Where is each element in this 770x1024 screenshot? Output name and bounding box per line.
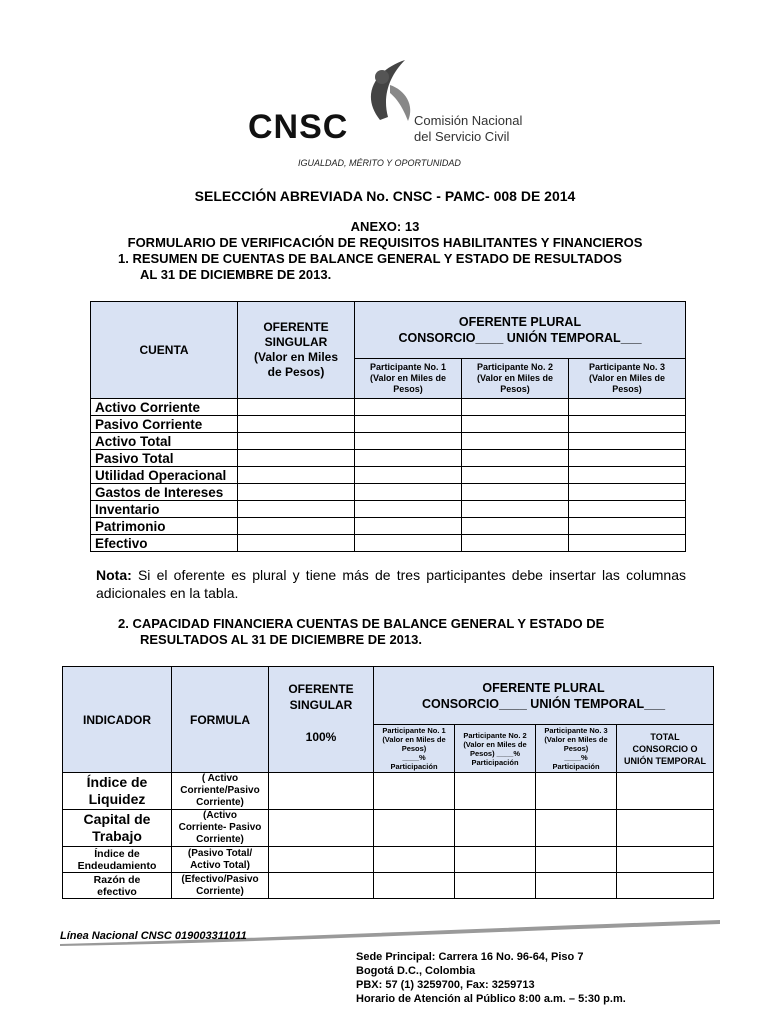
value-cell[interactable] <box>569 399 686 416</box>
value-cell[interactable] <box>569 535 686 552</box>
value-cell[interactable] <box>617 773 714 810</box>
value-cell[interactable] <box>536 773 617 810</box>
formula-label: (Pasivo Total/ Activo Total) <box>172 847 269 873</box>
value-cell[interactable] <box>462 518 569 535</box>
section1-heading-line2: AL 31 DE DICIEMBRE DE 2013. <box>140 267 332 282</box>
col-participant-3: Participante No. 3 (Valor en Miles de Pesos) <box>569 359 686 399</box>
logo-acronym: CNSC <box>248 108 349 146</box>
row-label: Gastos de Intereses <box>91 484 238 501</box>
value-cell[interactable] <box>238 518 355 535</box>
value-cell[interactable] <box>269 773 374 810</box>
col-singular: OFERENTE SINGULAR (Valor en Miles de Pesos) <box>238 302 355 399</box>
capacity-table <box>62 666 714 899</box>
row-label: Patrimonio <box>91 518 238 535</box>
value-cell[interactable] <box>238 535 355 552</box>
value-cell[interactable] <box>569 518 686 535</box>
value-cell[interactable] <box>462 467 569 484</box>
col-participant-2: Participante No. 2 (Valor en Miles de Pesos) ____% Participación <box>455 725 536 773</box>
value-cell[interactable] <box>462 535 569 552</box>
value-cell[interactable] <box>355 433 462 450</box>
row-label: Pasivo Corriente <box>91 416 238 433</box>
value-cell[interactable] <box>569 450 686 467</box>
value-cell[interactable] <box>455 773 536 810</box>
table-row <box>91 433 686 450</box>
footer-national-line: Línea Nacional CNSC 019003311011 <box>60 930 247 942</box>
formula-label: (Efectivo/Pasivo Corriente) <box>172 873 269 899</box>
table-row <box>63 773 714 810</box>
indicator-label: Índice de Endeudamiento <box>63 847 172 873</box>
table-row <box>91 399 686 416</box>
value-cell[interactable] <box>569 433 686 450</box>
value-cell[interactable] <box>569 416 686 433</box>
logo-name: Comisión Nacional del Servicio Civil <box>414 113 523 144</box>
value-cell[interactable] <box>374 847 455 873</box>
formula-label: ( Activo Corriente/Pasivo Corriente) <box>172 773 269 810</box>
table-row <box>91 501 686 518</box>
value-cell[interactable] <box>455 847 536 873</box>
value-cell[interactable] <box>569 501 686 518</box>
value-cell[interactable] <box>355 535 462 552</box>
value-cell[interactable] <box>269 847 374 873</box>
form-title: FORMULARIO DE VERIFICACIÓN DE REQUISITOS HABILITANTES Y FINANCIEROS <box>127 235 643 250</box>
section1-heading-line1: 1. RESUMEN DE CUENTAS DE BALANCE GENERAL Y ESTADO DE RESULTADOS <box>118 251 622 266</box>
value-cell[interactable] <box>374 873 455 899</box>
col-total: TOTAL CONSORCIO O UNIÓN TEMPORAL <box>617 725 714 773</box>
table-row <box>91 467 686 484</box>
col-formula: FORMULA <box>172 667 269 773</box>
formula-label: (Activo Corriente- Pasivo Corriente) <box>172 810 269 847</box>
value-cell[interactable] <box>374 810 455 847</box>
value-cell[interactable] <box>269 873 374 899</box>
value-cell[interactable] <box>462 484 569 501</box>
value-cell[interactable] <box>462 450 569 467</box>
value-cell[interactable] <box>536 847 617 873</box>
indicator-label: Razón de efectivo <box>63 873 172 899</box>
logo-tagline: IGUALDAD, MÉRITO Y OPORTUNIDAD <box>298 158 461 168</box>
row-label: Efectivo <box>91 535 238 552</box>
col-plural: OFERENTE PLURAL CONSORCIO____ UNIÓN TEMPORAL___ <box>355 302 686 359</box>
indicator-label: Capital de Trabajo <box>63 810 172 847</box>
value-cell[interactable] <box>355 501 462 518</box>
row-label: Activo Corriente <box>91 399 238 416</box>
value-cell[interactable] <box>569 467 686 484</box>
value-cell[interactable] <box>617 847 714 873</box>
row-label: Activo Total <box>91 433 238 450</box>
value-cell[interactable] <box>569 484 686 501</box>
value-cell[interactable] <box>238 416 355 433</box>
row-label: Pasivo Total <box>91 450 238 467</box>
value-cell[interactable] <box>536 810 617 847</box>
table-row <box>91 518 686 535</box>
table-row <box>63 810 714 847</box>
value-cell[interactable] <box>455 810 536 847</box>
value-cell[interactable] <box>238 399 355 416</box>
col-indicador: INDICADOR <box>63 667 172 773</box>
table-row <box>63 847 714 873</box>
col-participant-2: Participante No. 2 (Valor en Miles de Pesos) <box>462 359 569 399</box>
value-cell[interactable] <box>617 810 714 847</box>
row-label: Utilidad Operacional <box>91 467 238 484</box>
value-cell[interactable] <box>355 399 462 416</box>
col-plural: OFERENTE PLURAL CONSORCIO____ UNIÓN TEMPORAL___ <box>374 667 714 725</box>
value-cell[interactable] <box>355 416 462 433</box>
col-singular: OFERENTE SINGULAR 100% <box>269 667 374 773</box>
annex-label: ANEXO: 13 <box>350 219 420 234</box>
value-cell[interactable] <box>269 810 374 847</box>
value-cell[interactable] <box>455 873 536 899</box>
row-label: Inventario <box>91 501 238 518</box>
section2-heading-line1: 2. CAPACIDAD FINANCIERA CUENTAS DE BALANCE GENERAL Y ESTADO DE <box>118 616 605 631</box>
col-cuenta: CUENTA <box>91 302 238 399</box>
table-row <box>91 535 686 552</box>
table-row <box>91 450 686 467</box>
table-row <box>91 484 686 501</box>
value-cell[interactable] <box>617 873 714 899</box>
value-cell[interactable] <box>355 467 462 484</box>
footer-address: Sede Principal: Carrera 16 No. 96-64, Piso 7 Bogotá D.C., Colombia PBX: 57 (1) 3259700, Fax: 3259713 Horario de Atención al Público 8:00 a.m. – 5:30 p.m. <box>356 951 626 1005</box>
value-cell[interactable] <box>355 518 462 535</box>
value-cell[interactable] <box>462 416 569 433</box>
col-participant-3: Participante No. 3 (Valor en Miles de Pesos) ____% Participación <box>536 725 617 773</box>
value-cell[interactable] <box>462 433 569 450</box>
note-text: Nota: Si el oferente es plural y tiene más de tres participantes debe insertar las columnas adicionales en la tabla. <box>96 567 686 601</box>
value-cell[interactable] <box>355 450 462 467</box>
value-cell[interactable] <box>238 467 355 484</box>
value-cell[interactable] <box>355 484 462 501</box>
table-row <box>91 416 686 433</box>
value-cell[interactable] <box>238 433 355 450</box>
value-cell[interactable] <box>238 484 355 501</box>
table-row <box>63 873 714 899</box>
value-cell[interactable] <box>374 773 455 810</box>
value-cell[interactable] <box>462 399 569 416</box>
col-participant-1: Participante No. 1 (Valor en Miles de Pesos) ____% Participación <box>374 725 455 773</box>
col-participant-1: Participante No. 1 (Valor en Miles de Pesos) <box>355 359 462 399</box>
balance-table <box>90 301 686 552</box>
indicator-label: Índice de Liquidez <box>63 773 172 810</box>
page-title: SELECCIÓN ABREVIADA No. CNSC - PAMC- 008 DE 2014 <box>194 188 576 204</box>
value-cell[interactable] <box>536 873 617 899</box>
value-cell[interactable] <box>462 501 569 518</box>
value-cell[interactable] <box>238 450 355 467</box>
section2-heading-line2: RESULTADOS AL 31 DE DICIEMBRE DE 2013. <box>140 632 422 647</box>
value-cell[interactable] <box>238 501 355 518</box>
